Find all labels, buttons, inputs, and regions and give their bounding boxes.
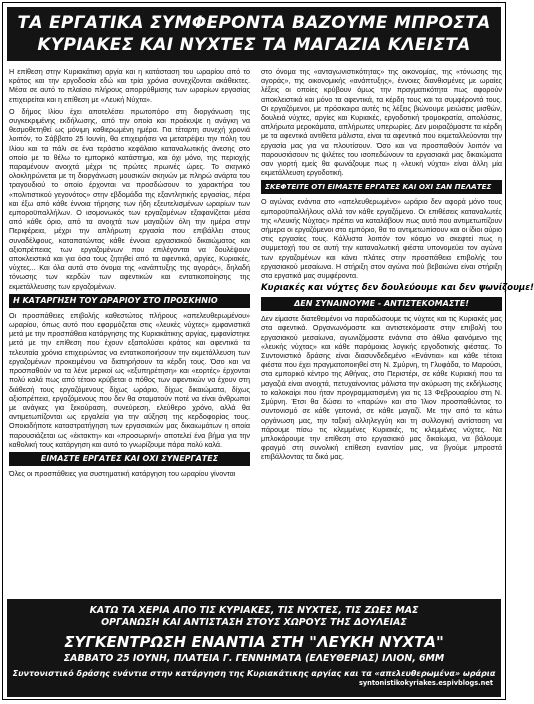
footer-url: syntonistikokyriakes.espivblogs.net	[358, 679, 493, 687]
footer-organizer: Συντονιστικό δράσης ενάντια στην κατάργηση της Κυριακάτικης αργίας και τα «απελευθερωμένα» ωράρια	[12, 669, 496, 678]
headline-banner	[7, 7, 501, 61]
right-column	[261, 67, 534, 465]
left-intro-paragraph-1: Η επίθεση στην Κυριακάτικη αργία και η κατάσταση του ωραρίου από το κράτος και την εργοδοσία εδώ και τρία χρόνια συνεχίζονται ακάθεκτες. Μέσα σε αυτό το πλαίσιο πλήρους απορρύθμισης των ωραρίων εργασίας επιχειρείται και η επίθεση με «Λευκή Νύχτα».	[9, 67, 250, 104]
headline-line-2: ΚΥΡΙΑΚΕΣ ΚΑΙ ΝΥΧΤΕΣ ΤΑ ΜΑΓΑΖΙΑ ΚΛΕΙΣΤΑ	[37, 35, 471, 55]
section-heading-bar: ΔΕΝ ΣΥΝΑΙΝΟΥΜΕ - ΑΝΤΙΣΤΕΚΟΜΑΣΤΕ!	[261, 297, 502, 311]
footer-banner	[7, 599, 501, 697]
right-section1-paragraph: Ο αγώνας ενάντια στο «απελευθερωμένο» ωράριο δεν αφορά μόνο τους εμποροϋπαλλήλους αλλά τον κάθε εργαζόμενο. Οι επιθέσεις καταναλωτές της «Λευκής Νύχτας» πρέπει να καταλάβουν πως αυτό που αντιμετωπίζουν σήμερα οι εργαζόμενοι στο εμπόριο, θα το αντιμετωπίσουν και οι ίδιοι αύριο στις εργασίες τους. Κάλλιστα λοιπόν τον κόσμο να σκεφτεί πως η συμμετοχή του σε αυτή την καταναλωτική φιέστα υπονομεύει τον αγώνα των εργαζομένων και κάνει πλάτες στην προσπάθεια επιβολής του εργασιακού μεσαίωνα. Η στήριξη στον αγώνα πού βεβαιώνει είναι στήριξη στα εργατικά μας συμφέροντα.	[261, 197, 502, 281]
section-heading-bar: ΣΚΕΦΤΕΙΤΕ ΟΤΙ ΕΙΜΑΣΤΕ ΕΡΓΑΤΕΣ ΚΑΙ ΟΧΙ ΣΑΝ ΠΕΛΑΤΕΣ	[261, 180, 502, 194]
right-section2-paragraph: Δεν είμαστε διατεθειμένοι να παραδώσουμε τις νύχτες και τις Κυριακές μας στα αφεντικά. Οργανωνόμαστε και αντιστεκόμαστε στην επιβολή του εργασιακού μεσαίωνα, αγωνιζόμαστε ενάντια στο άθλιο φαινόμενο της «λευκής νύχτας» και κάθε παρόμοιας λογικής εργοδοτικής φιέστας. Το Συντονιστικό δράσης είναι διασυνδεδεμένο «Ενάντια» και κάθε τέτοια φιέστα που έχει πραγματοποιηθεί στη Ν. Σμύρνη, τη Γλυφάδα, το Μαρούσι, στα εμπορικό κέντρο της Αθήνας, στο Περιστέρι, σε κάθε Κυριακή που τα μαγαζιά είναι ανοιχτά, πετυχαίνοντας μάλιστα την ακύρωση της εκδήλωσης το καλοκαίρι που ήταν προγραμματισμένη για τις 13 Φεβρουαρίου στη Ν. Σμύρνη. Έτσι θα δώσει το «παρών» και στο Ίλιον προσπαθώντας το συντονισμό σε κάθε γειτονιά, σε κάθε μαγαζί. Με την από τα κάτω οργάνωση μας, την ταξική αλληλεγγύη και τη συλλογική αντίσταση να πάρουμε πίσω τις κλεμμένες Κυριακές, τις κλεμμένες νύχτες. Να μπλοκάρουμε την επίθεση στο εργασιακό μας δικαίωμα, να βάλουμε φραγμό στη συνολική επίθεση εναντίον μας, να βγούμε μπροστά επιβάλλοντας τα δικά μας.	[261, 314, 502, 462]
footer-slogan-1: ΚΑΤΩ ΤΑ ΧΕΡΙΑ ΑΠΟ ΤΙΣ ΚΥΡΙΑΚΕΣ, ΤΙΣ ΝΥΧΤΕΣ, ΤΙΣ ΖΩΕΣ ΜΑΣ	[89, 605, 419, 616]
footer-event-title: ΣΥΓΚΕΝΤΡΩΣΗ ΕΝΑΝΤΙΑ ΣΤΗ "ΛΕΥΚΗ ΝΥΧΤΑ"	[64, 633, 444, 651]
left-section1-paragraph: Οι προσπάθειες επιβολής καθεστώτος πλήρους «απελευθερωμένου» ωραρίου, όπως αυτό που εφαρμόζεται στις «λευκές νύχτες» εμφανιστικά μετά με την προσπάθεια κατάργησης της Κυριακάτικης αργίας, εμφανίστηκε μετά με την επίθεση που έχουν εξαπολύσει κράτος και αφεντικά τα τελευταία χρόνια επιχειρώντας να εντατικοποιήσουν την εκμετάλλευση των εργαζομένων προκειμένου να διατηρήσουν τα κέρδη τους. Όσο και να προσπαθούν να τα λένε μερικοί ως «εξυπηρέτηση» και «εορτές» έρχονται πολύ καλά πως από τέτοιο κρύβεται ο πόθος των αφεντικών να έχουν στη διάθεσή τους εργαζόμενους δίχως ωράριο, δίχως δικαιώματα, δίχως αξιοπρέπεια, εργαζόμενους που δεν θα σταματούν ποτέ να είναι άνθρωποι με ανάγκες για ξεκούραση, συνεύρεση, ελεύθερο χρόνο, αλλά θα αντιμετωπίζονται ως εργαλεία για την αύξηση της κερδοφορίας τους. Οποιαδήποτε καταστρατήγηση των εργασιακών μας δικαιωμάτων η οποία παρουσιάζεται ως «έκτακτη» και «προσωρινή» αποτελεί ένα βήμα για την καθολική τους κατάργηση και αυτό το γνωρίζουμε πάρα πολύ καλά.	[9, 310, 250, 449]
right-intro-paragraph: στο όνομα της «ανταγωνιστικότητας» της οικονομίας, της «τόνωσης της αγοράς», της οικονομικής «ανάπτυξης», έννοιες διανθισμένες με ωραίες λέξεις οι οποίες κρύβουν όμως την πραγματικότητα πως αφορούν αποκλειστικά και μόνο τα αφεντικά, τα κέρδη τους και τα συμφέροντά τους. Οι εργαζόμενοι, με πρόσκαιρα αυτές τις λέξεις βιώνουμε μειώσεις μισθών, δουλειά νύχτες, αργίες και Κυριακές, εργοδοτική τρομοκρατία, απολύσεις, απλήρωτα μεροκάματα, απλήρωτες υπερωρίες. Δεν μοιραζόμαστε τα κέρδη με τα αφεντικά αντίθετα μάλιστα, είναι τα αφεντικά που εκμεταλλεύονται την εργασία μας για να πλουτίσουν. Όσο και να προσπαθούν λοιπόν να παρουσιάσουν τις ψιλέτες του ισοπεδώνουν τα εργασιακά μας δικαιώματα σαν γιορτή εμείς θα φωνάζουμε πως η «λευκή νύχτα» είναι άλλη μία εκμετάλλευση εργοδοτική.	[261, 67, 502, 178]
footer-slogan-2: ΟΡΓΑΝΩΣΗ ΚΑΙ ΑΝΤΙΣΤΑΣΗ ΣΤΟΥΣ ΧΩΡΟΥΣ ΤΗΣ ΔΟΥΛΕΙΑΣ	[101, 617, 407, 628]
left-section2-paragraph: Όλες οι προσπάθειες για συστηματική κατάργηση του ωραρίου γίνονται	[9, 468, 236, 478]
left-column	[9, 67, 250, 481]
section-heading-bar: ΕΙΜΑΣΤΕ ΕΡΓΑΤΕΣ ΚΑΙ ΟΧΙ ΣΥΝΕΡΓΑΤΕΣ	[9, 452, 250, 466]
footer-event-details: ΣΑΒΒΑΤΟ 25 ΙΟΥΝΗ, ΠΛΑΤΕΙΑ Γ. ΓΕΝΝΗΜΑΤΑ (ΕΛΕΥΘΕΡΙΑΣ) ΙΛΙΟΝ, 6ΜΜ	[63, 653, 445, 664]
headline-line-1: ΤΑ ΕΡΓΑΤΙΚΑ ΣΥΜΦΕΡΟΝΤΑ ΒΑΖΟΥΜΕ ΜΠΡΟΣΤΑ	[17, 13, 491, 33]
flyer-page	[2, 2, 534, 700]
slogan-highlight: Κυριακές και νύχτες δεν δουλεύουμε και δεν ψωνίζουμε!	[261, 283, 534, 294]
section-heading-bar: Η ΚΑΤΑΡΓΗΣΗ ΤΟΥ ΩΡΑΡΙΟΥ ΣΤΟ ΠΡΟΣΚΗΝΙΟ	[9, 294, 250, 308]
left-intro-paragraph-2: Ο δήμος Ιλίου έχει αποτελέσει πρωτοπόρο στη διοργάνωση της συγκεκριμένης εκδήλωσης, από την οποία και προέκυψε η ανάγκη να θεσμοθετηθεί ως μόνιμη καθιερωμένη ημέρα. Για τέταρτη συνεχή χρονιά λοιπόν, το Σάββατο 25 Ιουνίη, θα επιχειρήσει να μετατρέψει την πόλη του Ιλίου και τα πάλι σε ένα τεράστιο κεφάλαιο καταναλωτικής άνεσης στο οποίο με το θέλω το εμπορικό κατάστημα, και όχι μόνο, της περιοχής παραμένουν ανοιχτά μέχρι τις πρώτες πρωινές ώρες. Το σκηνικό ολοκληρώνεται με τη διοργάνωση μουσικών σκηνών με πληρώ ανάρτα του τραγουδιού το οποίο έρχονται να προσδώσουν το χαρακτήρα του «πολιτιστικού γεγονότος» στην εβδομάδα της εξαντλητικής εργασίας, πέρα και έξω από κάθε έννοια τήρησης των ήδη εξευτελισμένων ωραρίων των εμποροϋπαλλήλων. Ο ισομονωκός των εργαζομένων εξαφανίζεται μέσα από κάθε όριο, από τα ανοιχτά των μαγαζιών όλη την ημέρα στην Περιφέρεια, μέχρι την απλήρωτη εργασία που επιβάλλει στους συναδέλφους, καταπατώντας κάθε έννοια εργασιακού δικαιώματος και αξιοπρέπειας των εργαζομένων που επιλέγονται να δουλέψουν αποκλειστικά και για όσα τους ζητηθεί από τα αφεντικά, αργίες, Κυριακές, νύχτες... Και όλα αυτά στο όνομα της «ανάπτυξης της αγοράς», δηλαδή τόνωσης των κερδών των αφεντικών και εντατικοποίησης της εκμετάλλευσης των εργαζομένων.	[9, 106, 250, 291]
